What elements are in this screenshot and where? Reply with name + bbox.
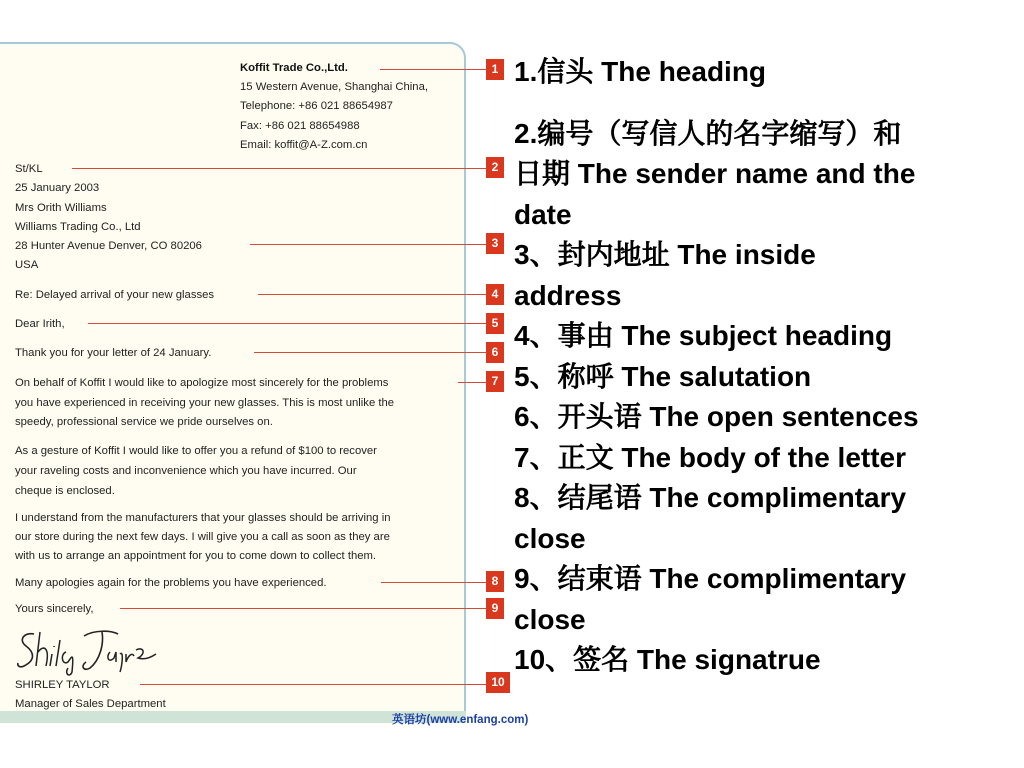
marker-5: 5 [486, 313, 504, 334]
body-line: with us to arrange an appointment for you to come down to collect them. [15, 550, 377, 562]
connector-line-2 [72, 168, 486, 169]
letter-reference: St/KL [15, 163, 43, 175]
letter-telephone: Telephone: +86 021 88654987 [240, 100, 393, 112]
body-line: you have experienced in receiving your new glasses. This is most unlike the [15, 397, 395, 409]
explanation-open-sentences: 6、开头语 The open sentences [514, 401, 919, 432]
connector-line-8 [381, 582, 486, 583]
explanation-complimentary-close-9: close [514, 603, 586, 635]
marker-8: 8 [486, 571, 504, 592]
explanation-complimentary-close-8: 8、结尾语 The complimentary [514, 482, 907, 513]
letter-fax: Fax: +86 021 88654988 [240, 120, 360, 132]
letter-subject: Re: Delayed arrival of your new glasses [15, 289, 215, 301]
letter-closing-sentence: Many apologies again for the problems you have experienced. [15, 577, 327, 589]
explanation-sender-date: 日期 The sender name and the [514, 158, 916, 189]
letter-opening: Thank you for your letter of 24 January. [15, 347, 212, 359]
body-line: I understand from the manufacturers that your glasses should be arriving in [15, 512, 391, 524]
explanation-inside-address: address [514, 279, 622, 311]
body-line: On behalf of Koffit I would like to apologize most sincerely for the problems [15, 377, 389, 389]
connector-line-7 [458, 382, 486, 383]
marker-1: 1 [486, 59, 504, 80]
body-line: your raveling costs and inconvenience which you have incurred. Our [15, 465, 357, 477]
letter-address-line: 15 Western Avenue, Shanghai China, [240, 81, 428, 93]
connector-line-9 [120, 608, 486, 609]
explanation-signature: 10、签名 The signatrue [514, 644, 821, 675]
connector-line-10 [140, 684, 486, 685]
marker-9: 9 [486, 598, 504, 619]
explanation-inside-address: 3、封内地址 The inside [514, 239, 816, 270]
recipient-street: 28 Hunter Avenue Denver, CO 80206 [15, 240, 202, 252]
marker-6: 6 [486, 342, 504, 363]
explanation-subject: 4、事由 The subject heading [514, 320, 893, 351]
letter-email: Email: koffit@A-Z.com.cn [240, 139, 368, 151]
explanation-sender-date: date [514, 198, 572, 230]
explanation-list [514, 52, 1014, 681]
handwritten-signature [14, 626, 164, 681]
explanation-salutation: 5、称呼 The salutation [514, 360, 812, 392]
body-line: As a gesture of Koffit I would like to offer you a refund of $100 to recover [15, 445, 377, 457]
explanation-body: 7、正文 The body of the letter [514, 441, 907, 473]
recipient-name: Mrs Orith Williams [15, 202, 107, 214]
marker-7: 7 [486, 371, 504, 392]
connector-line-6 [254, 352, 486, 353]
letter-company: Koffit Trade Co.,Ltd. [240, 62, 348, 74]
marker-10: 10 [486, 672, 510, 693]
site-watermark: 英语坊(www.enfang.com) [392, 714, 529, 726]
marker-4: 4 [486, 284, 504, 305]
body-line: cheque is enclosed. [15, 485, 115, 497]
letter-date: 25 January 2003 [15, 182, 100, 194]
marker-3: 3 [486, 233, 504, 254]
marker-2: 2 [486, 157, 504, 178]
body-line: our store during the next few days. I will give you a call as soon as they are [15, 531, 390, 543]
letter-complimentary-close: Yours sincerely, [15, 603, 94, 615]
connector-line-3 [250, 244, 486, 245]
body-line: speedy, professional service we pride ourselves on. [15, 416, 273, 428]
explanation-complimentary-close-9: 9、结束语 The complimentary [514, 563, 907, 594]
explanation-sender-date: 2.编号（写信人的名字缩写）和 [514, 117, 902, 149]
connector-line-5 [88, 323, 486, 324]
signer-name: SHIRLEY TAYLOR [15, 679, 110, 691]
connector-line-1 [380, 69, 486, 70]
connector-line-4 [258, 294, 486, 295]
letter-salutation: Dear Irith, [15, 318, 65, 330]
signer-title: Manager of Sales Department [15, 698, 166, 710]
explanation-complimentary-close-8: close [514, 522, 586, 554]
recipient-country: USA [15, 259, 39, 271]
explanation-heading: 1.信头 The heading [514, 56, 767, 87]
recipient-company: Williams Trading Co., Ltd [15, 221, 141, 233]
